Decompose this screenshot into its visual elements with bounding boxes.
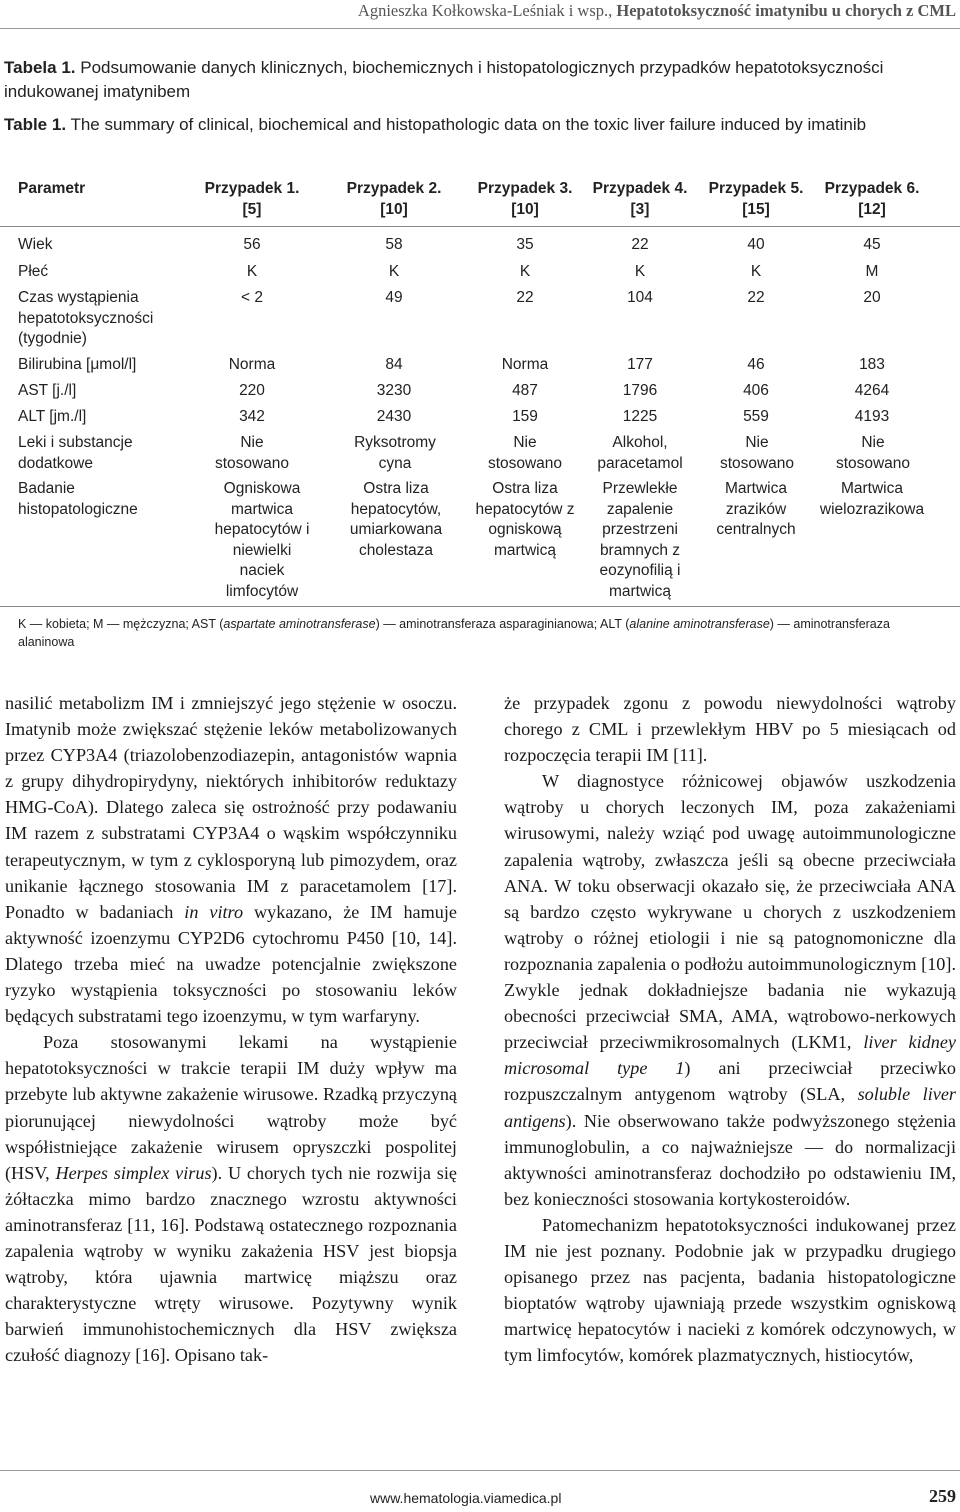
table-cell: Ogniskowa martwica hepatocytów i niewielki naciek limfocytów <box>214 480 310 600</box>
table-cell: 20 <box>863 289 881 306</box>
caption-label: Tabela 1. <box>4 58 76 77</box>
table-caption-english <box>4 113 954 137</box>
table-cell: Nie stosowano <box>487 434 563 472</box>
body-column-left <box>5 690 457 1368</box>
table-cell: Ostra liza hepatocytów z ogniskową martwicą <box>475 480 575 559</box>
table-header-case: Przypadek 5. [15] <box>708 180 804 218</box>
running-header <box>56 0 956 22</box>
table-header-case: Przypadek 6. [12] <box>824 180 920 218</box>
row-label: Płeć <box>18 263 49 280</box>
table-cell: 4264 <box>854 382 890 399</box>
row-label: Wiek <box>18 236 53 253</box>
caption-text: The summary of clinical, biochemical and histopathologic data on the toxic liver failure induced by imatinib <box>70 115 867 134</box>
table-cell: 183 <box>859 356 885 373</box>
table-bottom-divider <box>0 606 960 607</box>
table-cell: 159 <box>512 408 538 425</box>
table-header-case: Przypadek 1. [5] <box>204 180 300 218</box>
caption-text: Podsumowanie danych klinicznych, biochemicznych i histopatologicznych przypadków hepatotoksyczności indukowanej imatynibem <box>4 58 884 101</box>
page-number: 259 <box>929 1486 956 1506</box>
journal-url[interactable]: www.hematologia.viamedica.pl <box>370 1490 562 1506</box>
table-cell: K <box>246 263 258 280</box>
table-cell: 220 <box>239 382 265 399</box>
table-cell: Ryksotromycyna <box>354 434 436 472</box>
row-label: Bilirubina [μmol/l] <box>18 356 137 373</box>
table-cell: 104 <box>627 289 653 306</box>
table-cell: 2430 <box>376 408 412 425</box>
row-label: AST [j./l] <box>18 382 77 399</box>
table-cell: 406 <box>743 382 769 399</box>
table-cell: 4193 <box>854 408 890 425</box>
table-cell: Norma <box>501 356 549 373</box>
table-header-divider <box>0 226 960 227</box>
table-cell: Nie stosowano <box>835 434 911 472</box>
table-cell: M <box>865 263 879 280</box>
table-cell: 22 <box>516 289 534 306</box>
table-cell: 84 <box>385 356 403 373</box>
table-header-case: Przypadek 2. [10] <box>346 180 442 218</box>
row-label: Badanie histopatologiczne <box>18 480 138 518</box>
table-cell: 35 <box>516 236 534 253</box>
table-cell: Alkohol, paracetamol <box>597 434 683 472</box>
table-cell: Martwica wielozrazikowa <box>819 480 925 518</box>
table-cell: 1796 <box>622 382 658 399</box>
table-cell: 58 <box>385 236 403 253</box>
header-authors: Agnieszka Kołkowska-Leśniak i wsp., <box>357 1 613 20</box>
table-caption-polish <box>4 56 954 103</box>
table-cell: 1225 <box>622 408 658 425</box>
row-label: Leki i substancje dodatkowe <box>18 434 133 472</box>
body-paragraph: Poza stosowanymi lekami na wystąpienie hepatotoksyczności w trakcie terapii IM duży wpływ ma przebyte lub aktywne zakażenie wirusowe. Rzadką przyczyną piorunującej niewydolności wątroby może być współistniejące zakażenie wirusem opryszczki pospolitej (HSV, Herpes simplex virus). U chorych tych nie rozwija się żółtaczka mimo bardzo znacznego wzrostu aktywności aminotransferaz [11, 16]. Podstawą ostatecznego rozpoznania zapalenia wątroby w wyniku zakażenia HSV jest biopsja wątroby, która ujawnia martwicę miąższu oraz charakterystyczne wtręty wirusowe. Pozytywny wynik barwień immunohistochemicznych dla HSV zwiększa czułość diagnozy [16]. Opisano tak- <box>5 1032 457 1366</box>
table-cell: Norma <box>228 356 276 373</box>
table-header-case: Przypadek 3. [10] <box>477 180 573 218</box>
table-cell: Ostra liza hepatocytów, umiarkowana cholestaza <box>349 480 443 559</box>
table-cell: 40 <box>747 236 765 253</box>
table-cell: K <box>750 263 762 280</box>
table-cell: 45 <box>863 236 881 253</box>
table-cell: 22 <box>631 236 649 253</box>
table-cell: 22 <box>747 289 765 306</box>
table-cell: Martwica zrazików centralnych <box>716 480 796 538</box>
row-label: ALT [jm./l] <box>18 408 87 425</box>
table-cell: Przewlekłe zapalenie przestrzeni bramnych z eozynofilią i martwicą <box>599 480 681 600</box>
caption-label: Table 1. <box>4 115 67 134</box>
body-paragraph: nasilić metabolizm IM i zmniejszyć jego stężenie w osoczu. Imatynib może zwiększać stężenie leków metabolizowanych przez CYP3A4 (triazolobenzodiazepin, antagonistów wapnia z grupy dihydropirydyny, niektórych inhibitorów reduktazy HMG-CoA). Dlatego zaleca się ostrożność przy podawaniu IM razem z substratami CYP3A4 o wąskim współczynniku terapeutycznym, w tym z cyklosporyną lub pimozydem, oraz unikanie łącznego stosowania IM z paracetamolem [17]. Ponadto w badaniach in vitro wykazano, że IM hamuje aktywność izoenzymu CYP2D6 cytochromu P450 [10, 14]. Dlatego trzeba mieć na uwadze potencjalnie zwiększone ryzyko wystąpienia toksyczności po stosowaniu leków będących substratami tego izoenzymu, w tym warfaryny. <box>5 693 457 1027</box>
header-article-title: Hepatotoksyczność imatynibu u chorych z CML <box>616 1 956 20</box>
row-label: Czas wystąpienia hepatotoksyczności (tygodnie) <box>18 289 154 347</box>
header-divider <box>0 28 960 29</box>
table-footnote: K — kobieta; M — mężczyzna; AST (aspartate aminotransferase) — aminotransferaza asparaginianowa; ALT (alanine aminotransferase) — aminotransferaza alaninowa <box>18 617 890 649</box>
table-cell: 342 <box>239 408 265 425</box>
table-cell: < 2 <box>241 289 263 306</box>
body-paragraph: W diagnostyce różnicowej objawów uszkodzenia wątroby u chorych leczonych IM, poza zakażeniami wirusowymi, należy wziąć pod uwagę autoimmunologiczne zapalenia wątroby, zwłaszcza jeśli są obecne przeciwciała ANA. W toku obserwacji okazało się, że przeciwciała ANA są bardzo często wykrywane u chorych z uszkodzeniem wątroby o różnej etiologii i nie są patognomoniczne dla rozpoznania zapalenia o podłożu autoimmunologicznym [10]. Zwykle jednak dokładniejsze badania nie wykazują obecności przeciwciał SMA, AMA, wątrobowo-nerkowych przeciwciał przeciwmikrosomalnych (LKM1, liver kidney microsomal type 1) ani przeciwciał przeciwko rozpuszczalnym antygenom wątroby (SLA, soluble liver antigens). Nie obserwowano także podwyższonego stężenia immunoglobulin, a co najważniejsze — do normalizacji aktywności aminotransferaz dochodziło po odstawieniu IM, bez konieczności stosowania kortykosteroidów. <box>504 771 957 1209</box>
table-cell: K <box>388 263 400 280</box>
table-cell: 46 <box>747 356 765 373</box>
table-cell: Nie stosowano <box>719 434 795 472</box>
table-cell: 177 <box>627 356 653 373</box>
body-paragraph: Patomechanizm hepatotoksyczności indukowanej przez IM nie jest poznany. Podobnie jak w przypadku drugiego opisanego przez nas pacjenta, badania histopatologiczne bioptatów wątroby ujawniają przede wszystkim ogniskową martwicę hepatocytów i nacieki z komórek odczynowych, w tym limfocytów, komórek plazmatycznych, histiocytów, <box>504 1214 956 1366</box>
table-cell: 487 <box>512 382 538 399</box>
body-paragraph: że przypadek zgonu z powodu niewydolności wątroby chorego z CML i przewlekłym HBV po 5 miesiącach od rozpoczęcia terapii IM [11]. <box>504 693 956 766</box>
table-cell: 56 <box>243 236 261 253</box>
table-header-param: Parametr <box>18 180 86 197</box>
footer-divider <box>0 1470 960 1471</box>
table-cell: Nie stosowano <box>214 434 290 472</box>
body-column-right <box>504 690 956 1368</box>
table-cell: 49 <box>385 289 403 306</box>
table-cell: 3230 <box>376 382 412 399</box>
table-cell: 559 <box>743 408 769 425</box>
table-cell: K <box>519 263 531 280</box>
table-header-case: Przypadek 4. [3] <box>592 180 688 218</box>
table-cell: K <box>634 263 646 280</box>
